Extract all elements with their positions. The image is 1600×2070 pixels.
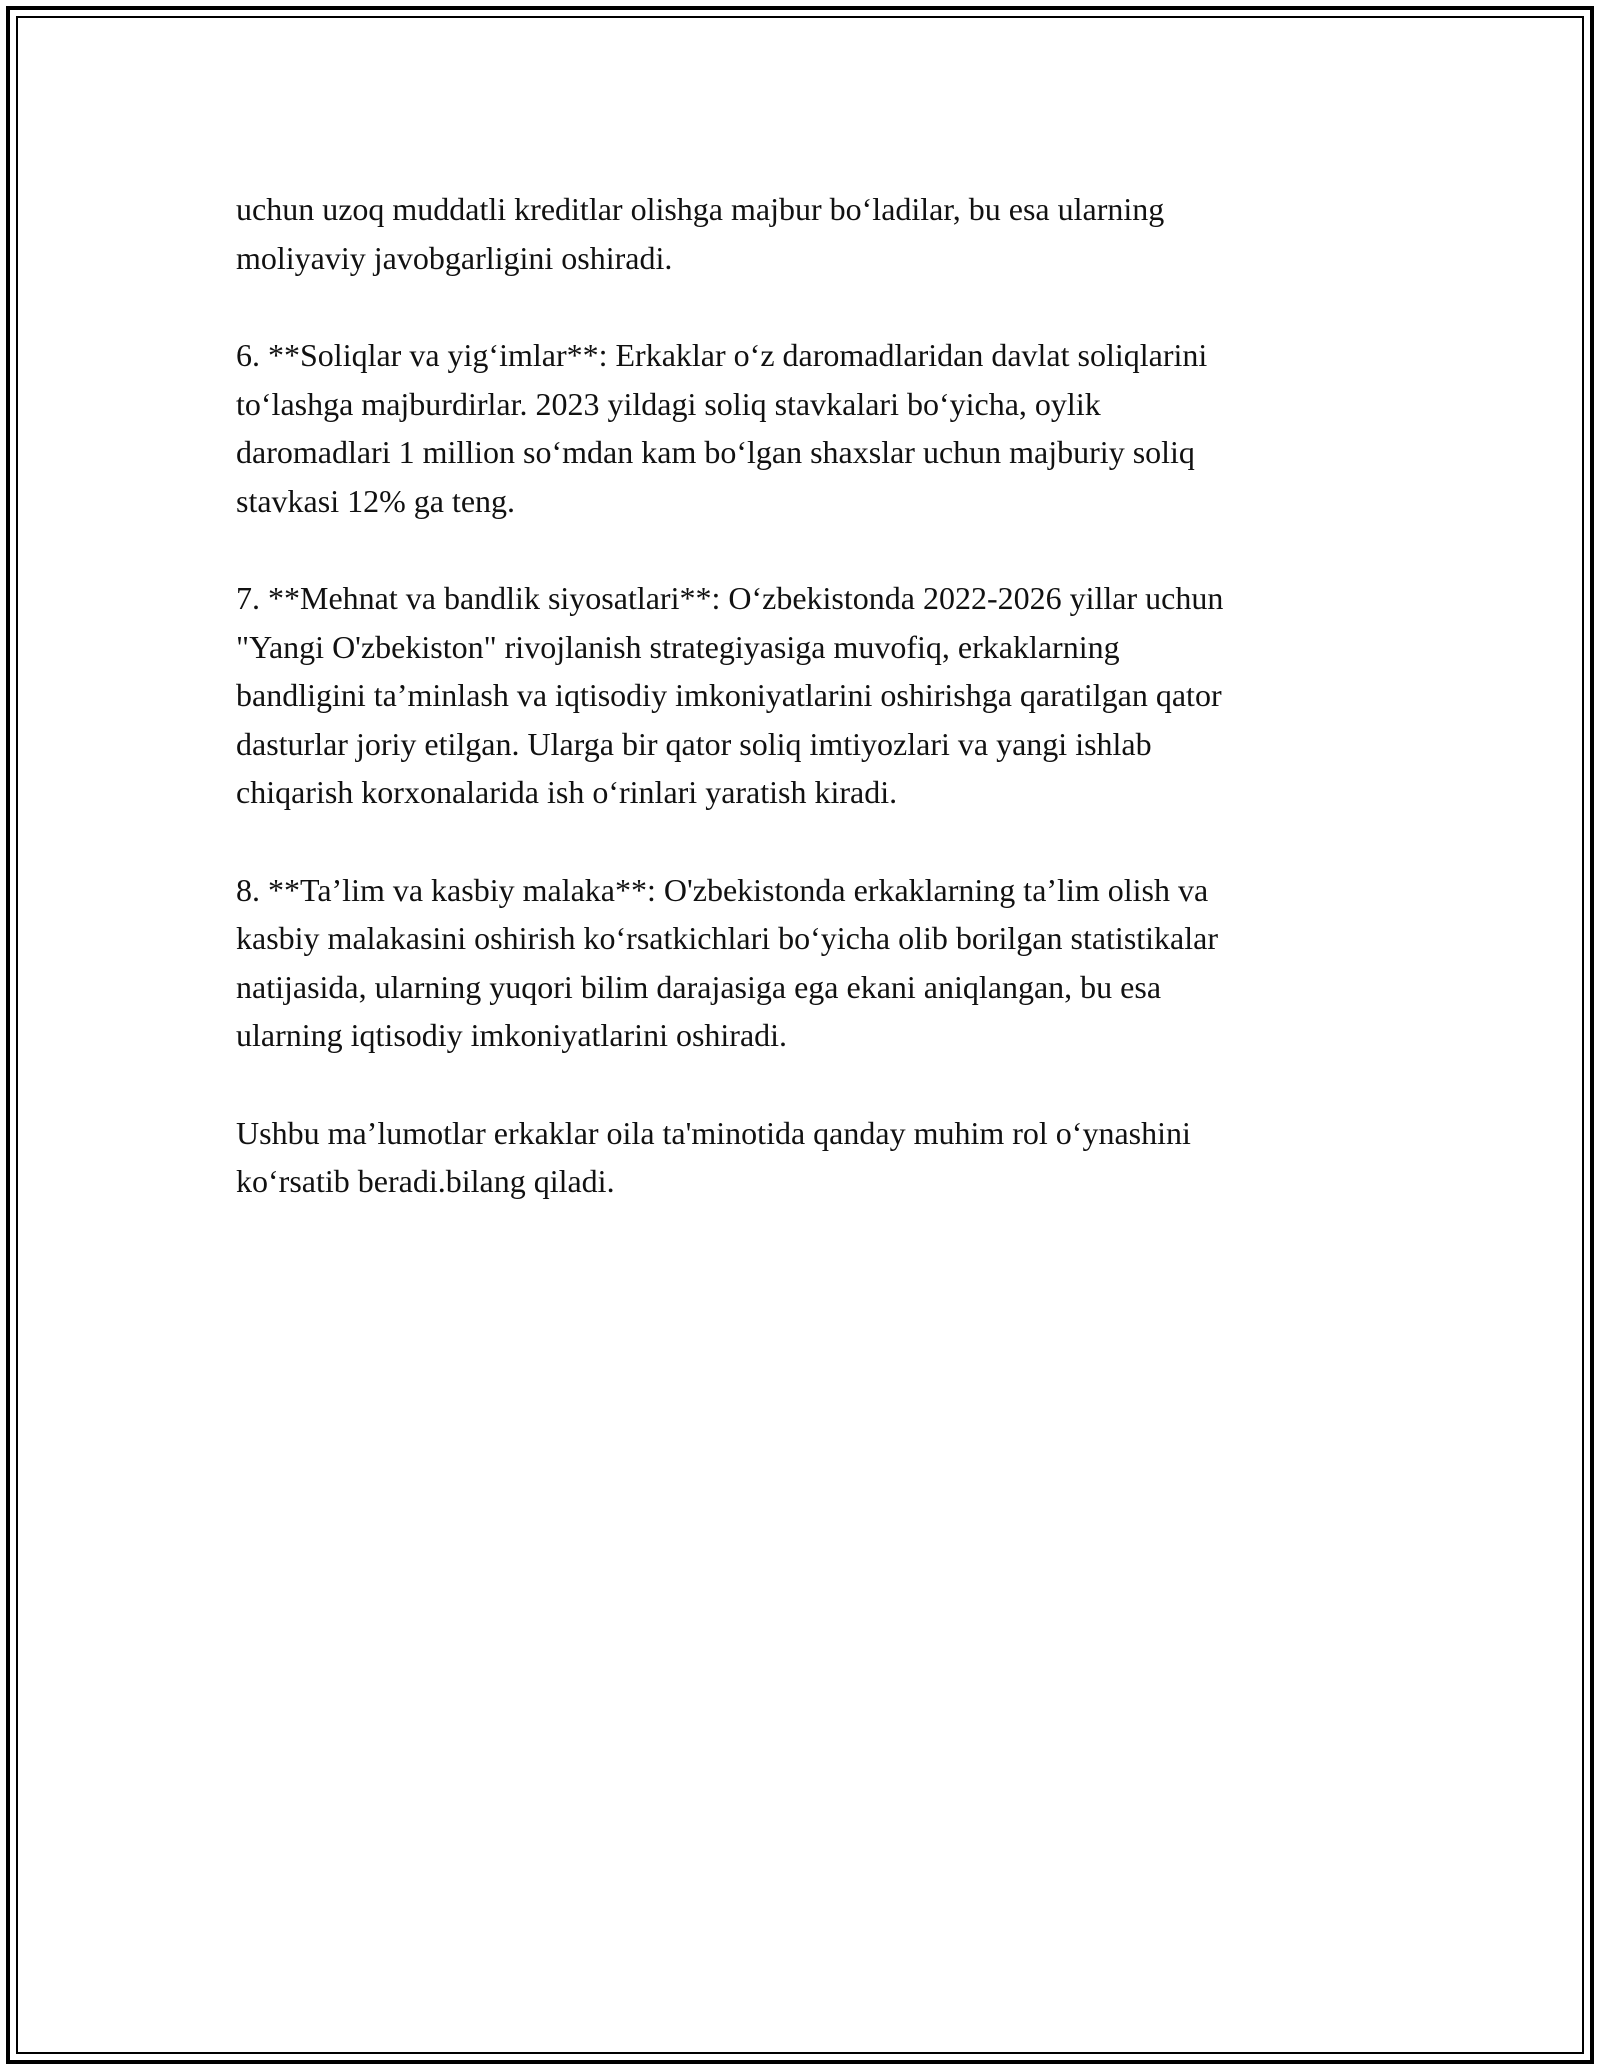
paragraph-employment-policy: 7. **Mehnat va bandlik siyosatlari**: O‘zbekistonda 2022-2026 yillar uchun "Yangi O'zbekiston" rivojlanish strategiyasiga muvofiq, erkaklarning bandligini ta’minlash va iqtisodiy imkoniyatlarini oshirishga qaratilgan qator dasturlar joriy etilgan. Ularga bir qator soliq imtiyozlari va yangi ishlab chiqarish korxonalarida ish o‘rinlari yaratish kiradi.: [236, 580, 1224, 810]
paragraph-conclusion: Ushbu ma’lumotlar erkaklar oila ta'minotida qanday muhim rol o‘ynashini ko‘rsatib beradi.bilang qiladi.: [236, 1114, 1191, 1199]
paragraph-taxes: 6. **Soliqlar va yig‘imlar**: Erkaklar o‘z daromadlaridan davlat soliqlarini to‘lashga majburdirlar. 2023 yildagi soliq stavkalari bo‘yicha, oylik daromadlari 1 million so‘mdan kam bo‘lgan shaxslar uchun majburiy soliq stavkasi 12% ga teng.: [236, 337, 1208, 519]
paragraph-loan-continuation: uchun uzoq muddatli kreditlar olishga majbur bo‘ladilar, bu esa ularning moliyaviy javobgarligini oshiradi.: [236, 191, 1165, 276]
paragraph-education: 8. **Ta’lim va kasbiy malaka**: O'zbekistonda erkaklarning ta’lim olish va kasbiy malakasini oshirish ko‘rsatkichlari bo‘yicha olib borilgan statistikalar natijasida, ularning yuqori bilim darajasiga ega ekani aniqlangan, bu esa ularning iqtisodiy imkoniyatlarini oshiradi.: [236, 871, 1218, 1053]
document-body: [236, 185, 1376, 1255]
